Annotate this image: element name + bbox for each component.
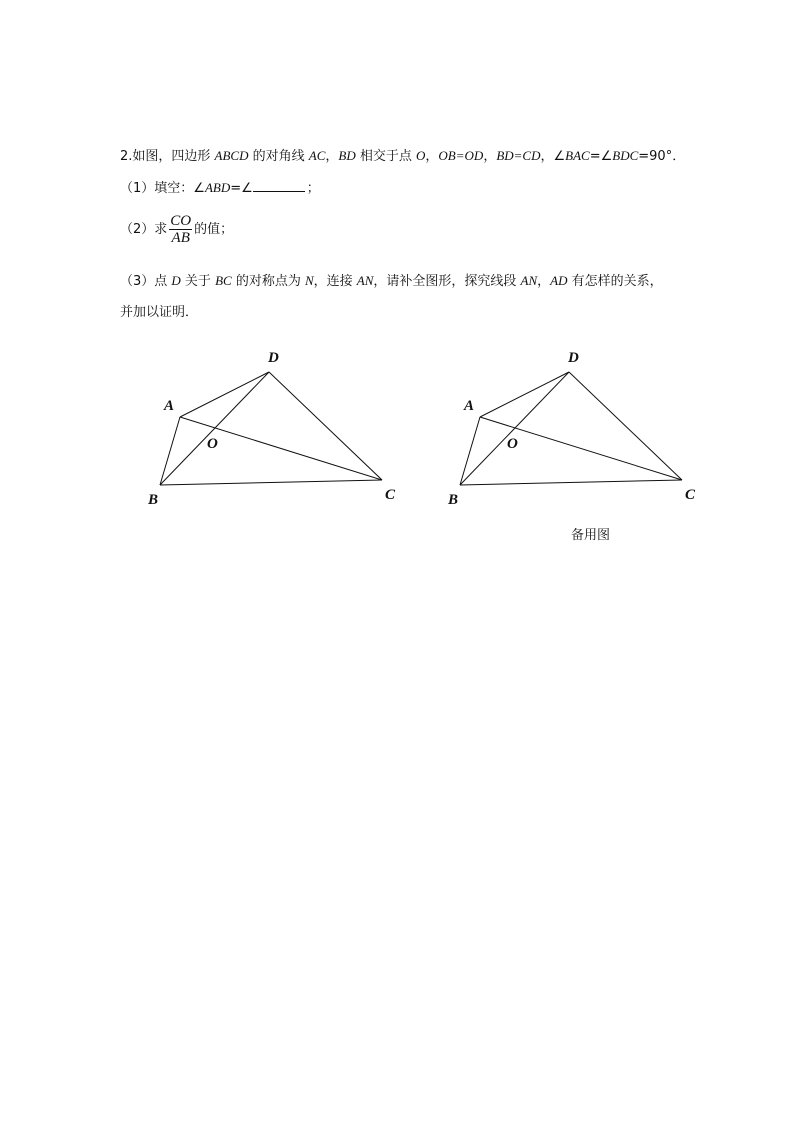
math-var: D xyxy=(171,273,181,288)
math-var: BD=CD xyxy=(496,148,541,163)
math-var: OB=OD xyxy=(438,148,484,163)
problem-stem-text xyxy=(132,149,685,164)
math-var: N xyxy=(304,273,314,288)
math-var: AD xyxy=(550,273,568,288)
label-A: A xyxy=(464,398,475,414)
question-2 xyxy=(120,213,233,246)
text-run: ，连接 xyxy=(313,274,357,289)
figure-spare xyxy=(440,340,710,515)
text-run: =90°． xyxy=(638,149,686,164)
figure-caption: 备用图 xyxy=(571,528,611,543)
q1-label: （1）填空：∠ xyxy=(120,181,205,196)
question-3-line1 xyxy=(120,270,663,289)
math-var: BDC xyxy=(612,148,639,163)
segment-BC xyxy=(160,480,382,485)
label-A: A xyxy=(164,398,175,414)
segment-CD xyxy=(269,372,382,480)
math-var: ABCD xyxy=(214,148,249,163)
text-run: ，∠ xyxy=(540,149,566,164)
label-C: C xyxy=(385,487,396,503)
q1-expr: ABD xyxy=(204,180,231,195)
label-O: O xyxy=(207,436,218,452)
problem-number: 2. xyxy=(120,149,133,164)
fraction-numerator: CO xyxy=(170,213,192,229)
answer-blank xyxy=(253,179,305,192)
text-run: 关于 xyxy=(180,274,216,289)
q1-end: ； xyxy=(306,181,320,196)
text-run: （3）点 xyxy=(120,274,172,289)
text-run: ， xyxy=(425,149,439,164)
q1-mid: =∠ xyxy=(230,181,253,196)
problem-stem xyxy=(120,145,685,164)
q2-end: 的值； xyxy=(194,222,234,237)
text-run: ，请补全图形，探究线段 xyxy=(373,274,521,289)
segment-CD xyxy=(569,372,682,480)
segment-BC xyxy=(460,480,682,485)
segment-DA xyxy=(480,372,569,417)
text-run: 的对称点为 xyxy=(231,274,305,289)
q2-label: （2）求 xyxy=(120,222,168,237)
text-run: ， xyxy=(537,274,551,289)
text-run: =∠ xyxy=(589,149,613,164)
text-run: 如图，四边形 xyxy=(132,149,215,164)
label-O: O xyxy=(507,436,518,452)
math-var: BD xyxy=(338,148,356,163)
text-run: 相交于点 xyxy=(355,149,417,164)
math-var: BC xyxy=(215,273,232,288)
math-var: BAC xyxy=(565,148,590,163)
figure-main xyxy=(140,340,410,515)
text-run: 的对角线 xyxy=(248,149,309,164)
math-var: AN xyxy=(356,273,374,288)
segment-DA xyxy=(180,372,269,417)
math-var: AC xyxy=(308,148,326,163)
text-run: ， xyxy=(325,149,339,164)
text-run: 有怎样的关系， xyxy=(567,274,663,289)
question-3-line2 xyxy=(120,301,198,320)
question-1 xyxy=(120,177,320,196)
label-B: B xyxy=(448,492,459,508)
label-B: B xyxy=(148,492,159,508)
math-var: O xyxy=(416,148,426,163)
label-D: D xyxy=(568,350,579,366)
q3-line2-text: 并加以证明． xyxy=(120,305,199,320)
fraction-denominator: AB xyxy=(171,230,190,246)
fraction xyxy=(169,213,192,246)
label-C: C xyxy=(685,487,696,503)
text-run: ， xyxy=(483,149,497,164)
q3-text xyxy=(120,274,663,289)
math-var: AN xyxy=(520,273,538,288)
label-D: D xyxy=(268,350,279,366)
